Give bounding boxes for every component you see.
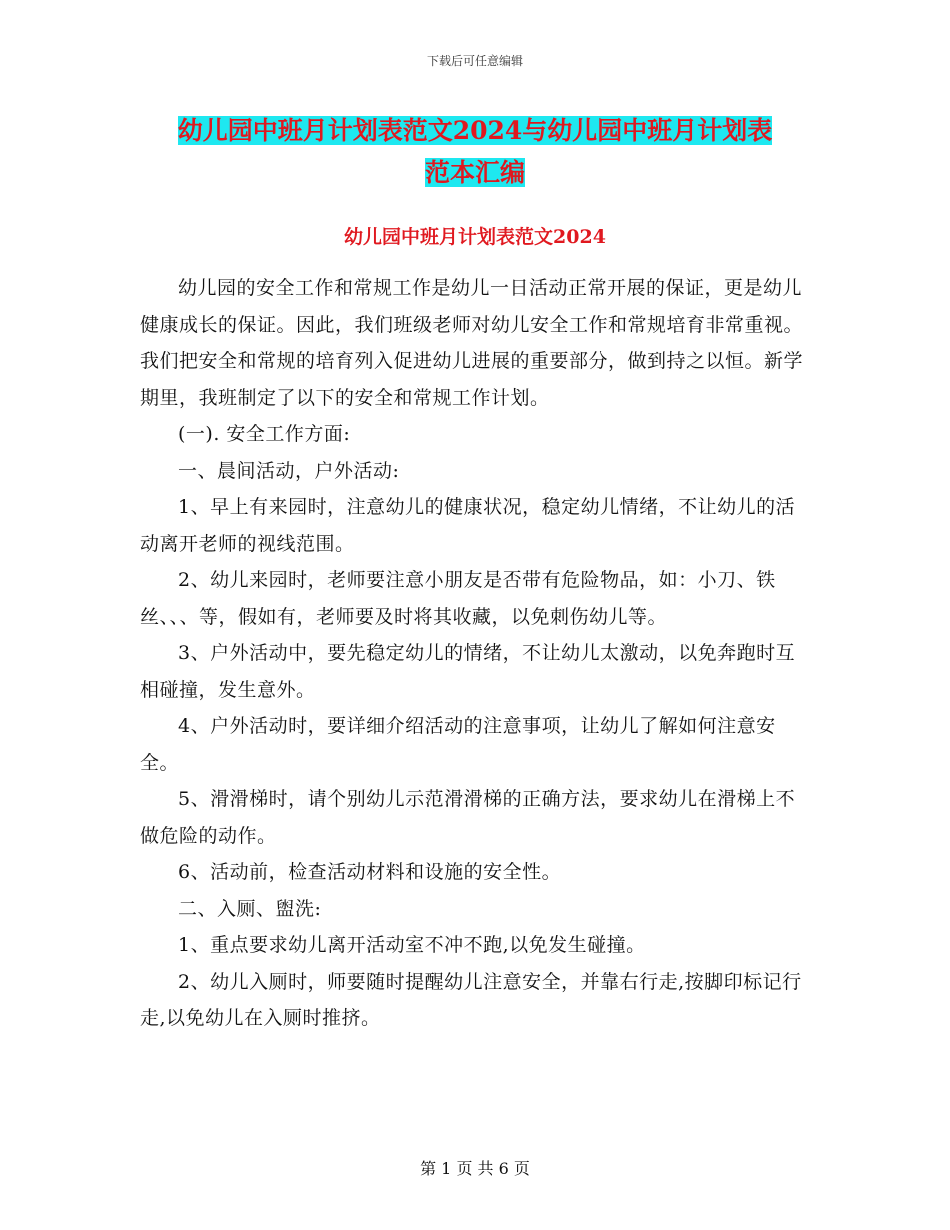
paragraph: 1、重点要求幼儿离开活动室不冲不跑,以免发生碰撞。 [178, 934, 646, 956]
main-title [140, 110, 810, 194]
paragraph: (一). 安全工作方面: [178, 423, 351, 445]
paragraph: 3、户外活动中，要先稳定幼儿的情绪，不让幼儿太激动，以免奔跑时互相碰撞，发生意外。 [140, 642, 796, 701]
paragraph: 2、幼儿入厕时，师要随时提醒幼儿注意安全，并靠右行走,按脚印标记行走,以免幼儿在入厕时推挤。 [140, 970, 802, 1029]
paragraph: 二、入厕、盥洗: [178, 897, 322, 920]
section-title: 幼儿园中班月计划表范文2024 [344, 226, 606, 248]
page-footer: 第 1 页 共 6 页 [420, 1159, 530, 1178]
main-title-line2: 范本汇编 [424, 158, 525, 187]
paragraph: 6、活动前，检查活动材料和设施的安全性。 [178, 861, 562, 883]
document-body [140, 270, 810, 1037]
paragraph: 4、户外活动时，要详细介绍活动的注意事项，让幼儿了解如何注意安全。 [140, 715, 776, 774]
paragraph: 5、滑滑梯时，请个别幼儿示范滑滑梯的正确方法，要求幼儿在滑梯上不做危险的动作。 [140, 788, 796, 847]
paragraph: 1、早上有来园时，注意幼儿的健康状况，稳定幼儿情绪，不让幼儿的活动离开老师的视线范围。 [140, 496, 796, 555]
paragraph: 幼儿园的安全工作和常规工作是幼儿一日活动正常开展的保证，更是幼儿健康成长的保证。因此，我们班级老师对幼儿安全工作和常规培育非常重视。我们把安全和常规的培育列入促进幼儿进展的重要部分，做到持之以恒。新学期里，我班制定了以下的安全和常规工作计划。 [140, 277, 804, 409]
paragraph: 一、晨间活动，户外活动: [178, 459, 400, 482]
main-title-line1: 幼儿园中班月计划表范文2024与幼儿园中班月计划表 [177, 116, 773, 145]
header-note: 下载后可任意编辑 [426, 54, 523, 68]
paragraph: 2、幼儿来园时，老师要注意小朋友是否带有危险物品，如：小刀、铁丝、、、等，假如有，老师要及时将其收藏，以免刺伤幼儿等。 [140, 569, 776, 628]
